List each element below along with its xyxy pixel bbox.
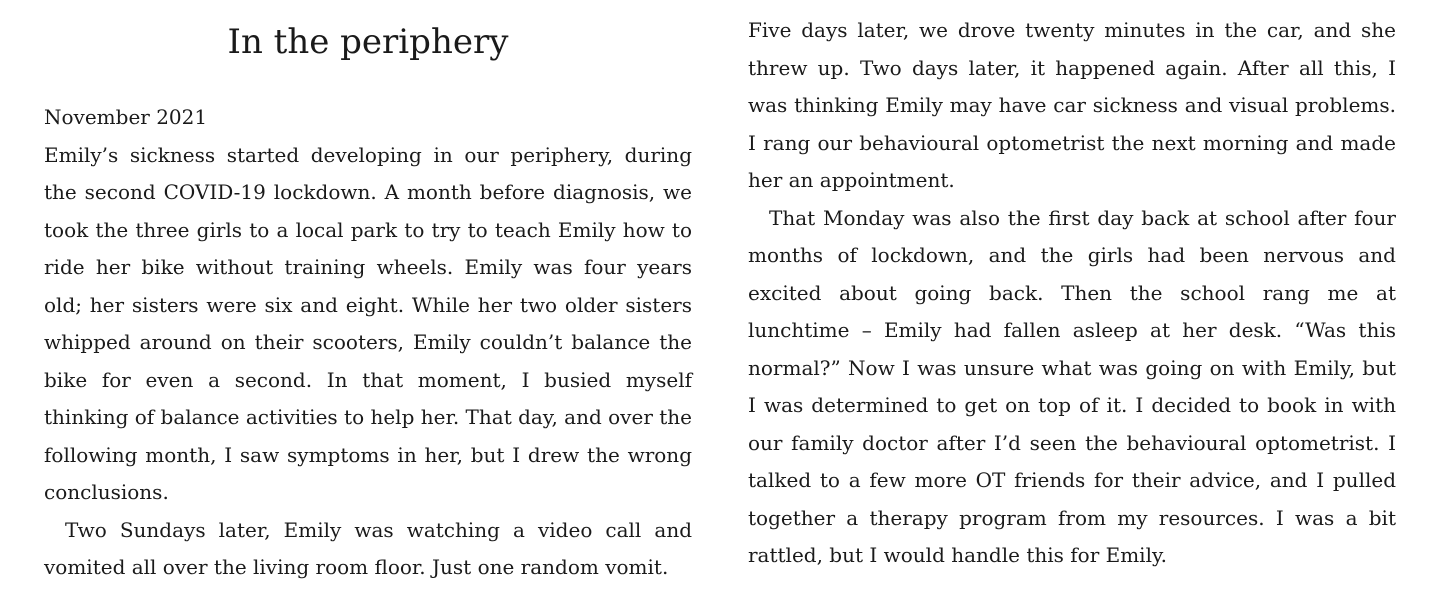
paragraph: Emily’s sickness started developing in our periphery, during the second COVID-19 lockdown. A month before diagnosis, we took the three girls to a local park to try to teach Emily how to ride her bike without training wheels. Emily was four years old; her sisters were six and eight. While her two older sisters whipped around on their scooters, Emily couldn’t balance the bike for even a second. In that moment, I busied myself thinking of balance activities to help her. That day, and over the following month, I saw symptoms in her, but I drew the wrong conclusions. [44, 142, 692, 504]
chapter-date: November 2021 [44, 105, 208, 129]
paragraph: Five days later, we drove twenty minutes in the car, and she threw up. Two days later, it happened again. After all this, I was thinking Emily may have car sickness and visual problems. I rang our behavioural optometrist the next morning and made her an appointment. [748, 18, 1396, 192]
left-column [44, 0, 692, 587]
paragraph: That Monday was also the first day back at school after four months of lockdown, and the girls had been nervous and excited about going back. Then the school rang me at lunchtime – Emily had fallen asleep at her desk. “Was this normal?” Now I was unsure what was going on with Emily, but I was determined to get on top of it. I decided to book in with our family doctor after I’d seen the behavioural optometrist. I talked to a few more OT friends for their advice, and I pulled together a therapy program from my resources. I was a bit rattled, but I would handle this for Emily. [748, 205, 1396, 567]
right-column [748, 0, 1396, 575]
paragraph: Two Sundays later, Emily was watching a video call and vomited all over the living room floor. Just one random vomit. [44, 517, 692, 579]
chapter-title: In the periphery [227, 22, 509, 62]
